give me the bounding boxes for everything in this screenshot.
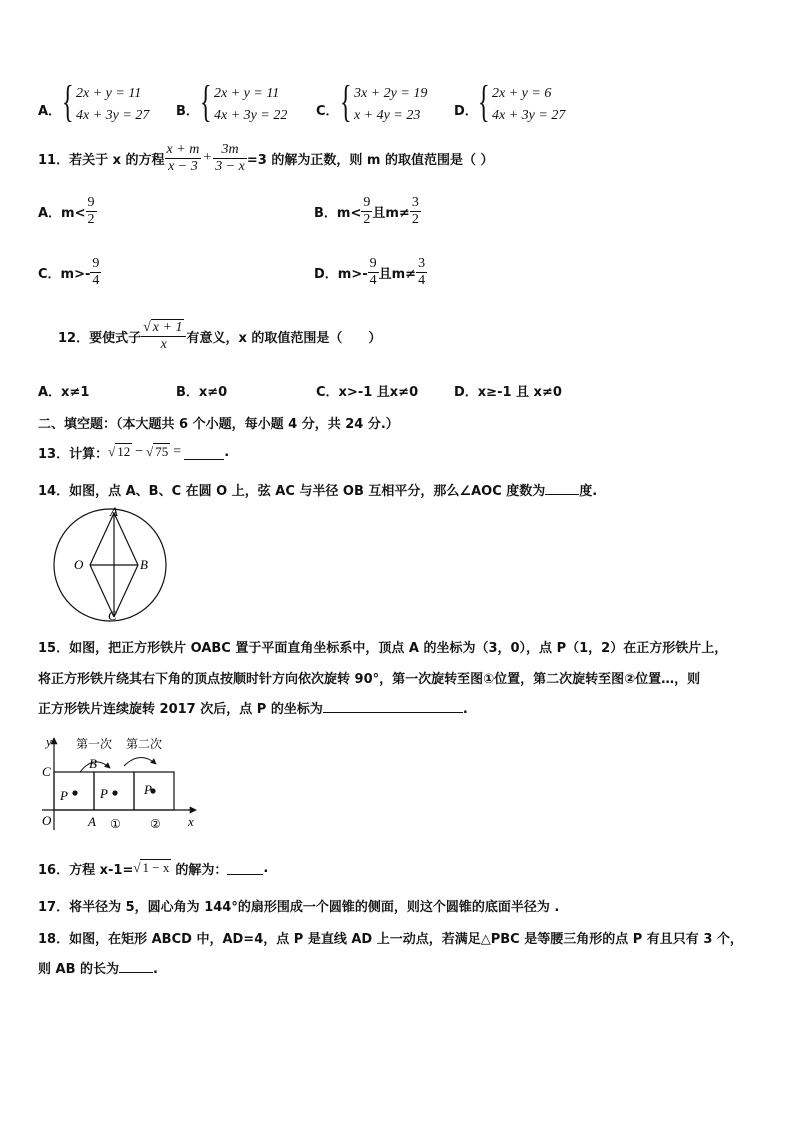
sqrt-icon: √ 75 xyxy=(146,444,169,459)
plus-sign: + xyxy=(203,150,212,165)
answer-blank xyxy=(184,445,224,460)
q10-option-d-label: D． xyxy=(454,104,478,119)
numerator: 3 xyxy=(418,256,426,272)
q10-option-b-label: B． xyxy=(176,104,199,119)
q11-fraction-2 xyxy=(213,142,247,174)
period: . xyxy=(224,444,230,460)
q18-text: 则 AB 的长为 xyxy=(38,962,120,977)
answer-blank xyxy=(545,482,579,495)
numerator: 9 xyxy=(369,256,377,272)
brace-icon: { xyxy=(340,77,352,126)
brace-icon: { xyxy=(200,77,212,126)
option-text: B．m< xyxy=(314,205,362,221)
period: . xyxy=(462,702,468,717)
label-o: O xyxy=(42,813,52,828)
label-second-rotation: 第二次 xyxy=(126,737,163,751)
q17-question: 17．将半径为 5，圆心角为 144°的扇形围成一个圆锥的侧面，则这个圆锥的底面半径为 . xyxy=(38,900,560,915)
q10-option-a-system xyxy=(62,77,172,130)
q15-line-2: 将正方形铁片绕其右下角的顶点按顺时针方向依次旋转 90°，第一次旋转至图①位置，第二次旋转至图②位置…，则 xyxy=(38,672,701,687)
q11-prefix: 11．若关于 x 的方程 xyxy=(38,152,165,168)
denominator: 2 xyxy=(363,211,371,227)
fraction xyxy=(86,195,97,227)
label-b: B xyxy=(140,557,148,572)
q15-line-1: 15．如图，把正方形铁片 OABC 置于平面直角坐标系中，顶点 A 的坐标为（3，0），点 P（1，2）在正方形铁片上， xyxy=(38,641,728,656)
q10-option-d-system xyxy=(478,77,588,130)
q10-option-c-system xyxy=(340,77,450,130)
equation-1: 2x + y = 11 xyxy=(76,86,142,101)
q13-prefix: 13．计算： xyxy=(38,446,109,462)
rotation-arrow-2 xyxy=(124,757,156,766)
q11-option-c xyxy=(38,254,101,290)
label-circle-2: ② xyxy=(150,817,161,831)
q10-option-b-system xyxy=(200,77,310,130)
label-c: C xyxy=(108,608,117,622)
equals-sign: = xyxy=(173,444,182,459)
q14-question xyxy=(38,480,597,499)
numerator: x + m xyxy=(166,142,200,158)
section-heading: 二、填空题：（本大题共 6 个小题，每小题 4 分，共 24 分.） xyxy=(38,417,399,432)
equation-1: 2x + y = 11 xyxy=(214,86,280,101)
answer-blank xyxy=(323,700,463,713)
fraction xyxy=(410,195,421,227)
denominator: x − 3 xyxy=(168,158,198,174)
label-b: B xyxy=(89,756,97,771)
radicand: x + 1 xyxy=(152,320,183,336)
q16-question xyxy=(38,857,268,879)
equation-2: 4x + 3y = 27 xyxy=(76,108,150,123)
q12-question xyxy=(58,316,381,356)
equation-2: 4x + 3y = 27 xyxy=(492,108,566,123)
denominator: 4 xyxy=(418,272,426,288)
q11-option-a xyxy=(38,193,97,229)
equation-2: x + 4y = 23 xyxy=(354,108,421,123)
q14-circle-figure xyxy=(34,504,174,622)
q12-prefix: 12．要使式子 xyxy=(58,330,142,346)
numerator xyxy=(141,320,186,336)
equation-1: 3x + 2y = 19 xyxy=(354,86,428,101)
q18-line-1: 18．如图，在矩形 ABCD 中，AD=4，点 P 是直线 AD 上一动点，若满足△PBC 是等腰三角形的点 P 有且只有 3 个， xyxy=(38,932,743,947)
fraction xyxy=(361,195,372,227)
sqrt-icon: √ x + 1 xyxy=(143,320,183,336)
segment-ab xyxy=(114,513,138,565)
label-x: x xyxy=(188,814,194,829)
option-text: C．m>- xyxy=(38,266,91,282)
label-first-rotation: 第一次 xyxy=(76,737,113,751)
option-text: 且m≠ xyxy=(378,266,417,282)
q16-suffix: 的解为： xyxy=(175,862,228,878)
numerator: 9 xyxy=(363,195,371,211)
label-p: P xyxy=(100,786,108,801)
answer-blank xyxy=(227,862,263,875)
label-p: P xyxy=(144,782,152,797)
label-circle-1: ① xyxy=(110,817,121,831)
denominator: 2 xyxy=(411,211,419,227)
radicand: 12 xyxy=(117,444,131,459)
q12-option-a: A．x≠1 xyxy=(38,385,90,400)
label-o: O xyxy=(74,557,84,572)
fraction xyxy=(90,256,101,288)
q11-question xyxy=(38,140,493,176)
q11-suffix: =3 的解为正数，则 m 的取值范围是（ ） xyxy=(246,152,494,168)
q14-text-end: 度. xyxy=(579,484,598,499)
radicand: 75 xyxy=(155,444,169,459)
q12-fraction xyxy=(141,320,186,352)
denominator: 4 xyxy=(92,272,100,288)
label-y: y xyxy=(46,734,52,749)
q10-option-a-label: A． xyxy=(38,104,62,119)
fraction xyxy=(416,256,427,288)
label-p: P xyxy=(60,788,68,803)
equation-1: 2x + y = 6 xyxy=(492,86,552,101)
q16-prefix: 16．方程 x-1= xyxy=(38,862,134,878)
q14-text: 14．如图，点 A、B、C 在圆 O 上，弦 AC 与半径 OB 互相平分，那么∠AOC 度数为 xyxy=(38,484,546,499)
sqrt-icon: √ 1 − x xyxy=(133,860,170,875)
period: . xyxy=(153,962,158,977)
q12-option-d: D．x≥-1 且 x≠0 xyxy=(454,385,562,400)
numerator: 3 xyxy=(411,195,419,211)
brace-icon: { xyxy=(62,77,74,126)
sqrt-icon: √ 12 xyxy=(108,444,131,459)
option-text: 且m≠ xyxy=(372,205,410,221)
point-p-original xyxy=(72,790,77,795)
q13-question xyxy=(38,440,229,464)
label-c: C xyxy=(42,764,51,779)
fraction xyxy=(368,256,379,288)
q12-option-c: C．x>-1 且x≠0 xyxy=(316,385,419,400)
denominator: 3 − x xyxy=(215,158,245,174)
label-a: A xyxy=(88,814,96,829)
radicand: 1 − x xyxy=(142,860,170,875)
denominator: 4 xyxy=(369,272,377,288)
q11-fraction-1 xyxy=(165,142,202,174)
option-text: A．m< xyxy=(38,205,86,221)
numerator: 3m xyxy=(213,142,247,158)
brace-icon: { xyxy=(478,77,490,126)
option-text: D．m>- xyxy=(314,266,368,282)
q11-option-d xyxy=(314,254,427,290)
label-a: A xyxy=(110,504,118,519)
q18-line-2 xyxy=(38,958,158,977)
q15-text: 正方形铁片连续旋转 2017 次后，点 P 的坐标为 xyxy=(38,702,323,717)
answer-blank xyxy=(119,960,153,973)
segment-oa xyxy=(90,513,114,565)
minus-sign: − xyxy=(135,444,144,459)
q15-rotation-figure xyxy=(34,732,204,834)
period: . xyxy=(263,860,269,876)
denominator: x xyxy=(160,336,167,352)
equation-2: 4x + 3y = 22 xyxy=(214,108,288,123)
q11-option-b xyxy=(314,193,421,229)
numerator: 9 xyxy=(87,195,95,211)
q12-suffix: 有意义，x 的取值范围是（ ） xyxy=(186,330,382,346)
point-p-position-1 xyxy=(112,790,117,795)
denominator: 2 xyxy=(87,211,95,227)
q12-option-b: B．x≠0 xyxy=(176,385,228,400)
q10-option-c-label: C． xyxy=(316,104,339,119)
q15-line-3 xyxy=(38,698,468,717)
segment-bc xyxy=(114,565,138,617)
numerator: 9 xyxy=(92,256,100,272)
